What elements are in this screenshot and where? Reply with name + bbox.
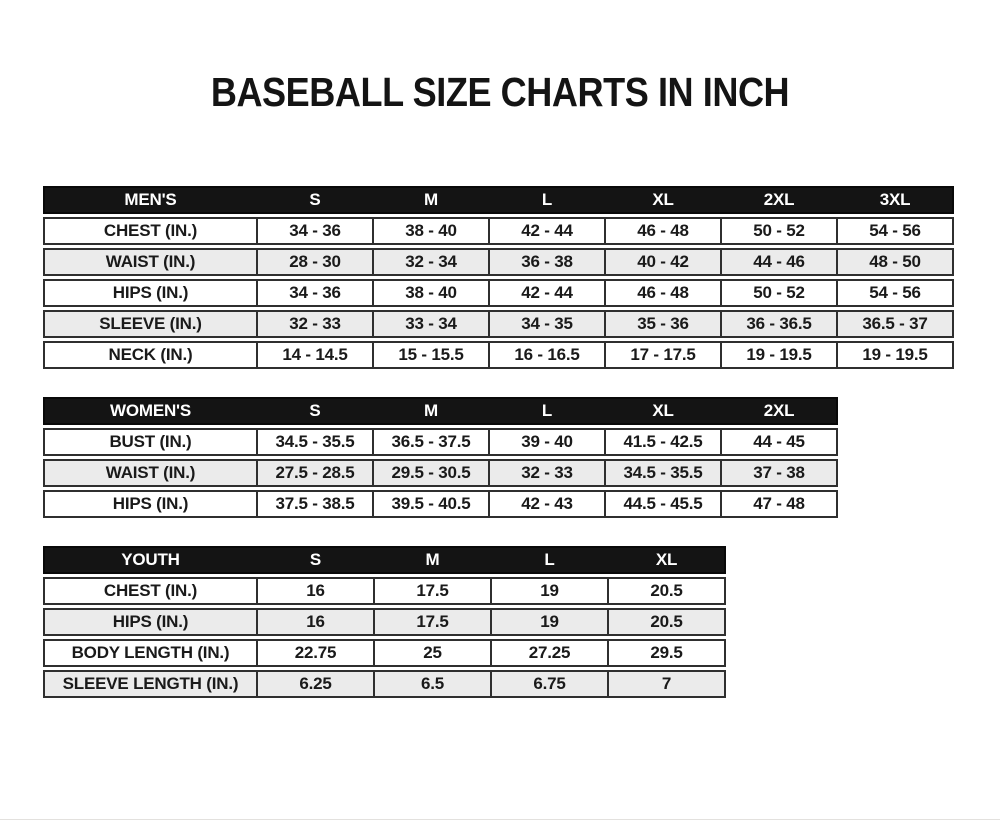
row-label: HIPS (IN.) xyxy=(112,612,189,631)
column-header: XL xyxy=(652,401,674,420)
column-header: XL xyxy=(652,190,674,209)
table-cell: 44.5 - 45.5 xyxy=(604,492,720,516)
table-cell: 46 - 48 xyxy=(604,281,720,305)
row-label: SLEEVE LENGTH (IN.) xyxy=(62,674,239,693)
table-cell: 6.25 xyxy=(256,672,373,696)
table-cell: 27.25 xyxy=(490,641,607,665)
table-row xyxy=(43,670,726,698)
table-cell: 36 - 36.5 xyxy=(720,312,836,336)
row-label: WAIST (IN.) xyxy=(105,463,196,482)
row-label: NECK (IN.) xyxy=(108,345,193,364)
table-cell: 54 - 56 xyxy=(836,219,952,243)
table-cell: 34 - 36 xyxy=(256,281,372,305)
mens-size-table xyxy=(43,186,1000,369)
column-header: 2XL xyxy=(763,190,795,209)
table-cell: 34 - 36 xyxy=(256,219,372,243)
column-header: M xyxy=(424,401,438,420)
youth-header-row xyxy=(43,546,726,574)
youth-size-table xyxy=(43,546,1000,698)
column-header: L xyxy=(541,190,553,209)
table-group-label: WOMEN'S xyxy=(109,401,192,420)
table-cell: 34.5 - 35.5 xyxy=(604,461,720,485)
table-row xyxy=(43,608,726,636)
column-header: 3XL xyxy=(879,190,911,209)
table-cell: 19 - 19.5 xyxy=(836,343,952,367)
table-cell: 34 - 35 xyxy=(488,312,604,336)
table-cell: 42 - 43 xyxy=(488,492,604,516)
table-cell: 6.75 xyxy=(490,672,607,696)
table-row xyxy=(43,639,726,667)
table-cell: 42 - 44 xyxy=(488,219,604,243)
table-cell: 38 - 40 xyxy=(372,281,488,305)
table-cell: 32 - 34 xyxy=(372,250,488,274)
table-cell: 32 - 33 xyxy=(256,312,372,336)
table-cell: 15 - 15.5 xyxy=(372,343,488,367)
table-cell: 20.5 xyxy=(607,579,724,603)
table-cell: 32 - 33 xyxy=(488,461,604,485)
column-header: S xyxy=(309,401,321,420)
table-row xyxy=(43,341,954,369)
table-cell: 50 - 52 xyxy=(720,281,836,305)
table-cell: 50 - 52 xyxy=(720,219,836,243)
table-cell: 44 - 45 xyxy=(720,430,836,454)
table-row xyxy=(43,217,954,245)
column-header: XL xyxy=(655,550,678,569)
table-row xyxy=(43,279,954,307)
table-cell: 37 - 38 xyxy=(720,461,836,485)
table-cell: 17.5 xyxy=(373,579,490,603)
table-cell: 39.5 - 40.5 xyxy=(372,492,488,516)
table-row xyxy=(43,490,838,518)
table-row xyxy=(43,459,838,487)
womens-header-row xyxy=(43,397,838,425)
table-cell: 37.5 - 38.5 xyxy=(256,492,372,516)
row-label: CHEST (IN.) xyxy=(103,221,198,240)
table-cell: 19 xyxy=(490,579,607,603)
table-group-label: YOUTH xyxy=(121,550,180,569)
table-cell: 29.5 xyxy=(607,641,724,665)
table-cell: 17 - 17.5 xyxy=(604,343,720,367)
womens-size-table xyxy=(43,397,1000,518)
row-label: SLEEVE (IN.) xyxy=(99,314,202,333)
table-cell: 16 xyxy=(256,579,373,603)
table-cell: 54 - 56 xyxy=(836,281,952,305)
bottom-edge-line xyxy=(0,819,1000,820)
table-cell: 36 - 38 xyxy=(488,250,604,274)
row-label: WAIST (IN.) xyxy=(105,252,196,271)
table-cell: 29.5 - 30.5 xyxy=(372,461,488,485)
table-cell: 22.75 xyxy=(256,641,373,665)
column-header: S xyxy=(309,190,321,209)
column-header: L xyxy=(544,550,555,569)
table-cell: 27.5 - 28.5 xyxy=(256,461,372,485)
page-title: BASEBALL SIZE CHARTS IN INCH xyxy=(210,69,790,115)
row-label: CHEST (IN.) xyxy=(103,581,198,600)
tables xyxy=(43,186,1000,698)
table-cell: 14 - 14.5 xyxy=(256,343,372,367)
table-cell: 16 xyxy=(256,610,373,634)
column-header: S xyxy=(309,550,322,569)
table-cell: 7 xyxy=(607,672,724,696)
table-group-label: MEN'S xyxy=(124,190,177,209)
table-cell: 33 - 34 xyxy=(372,312,488,336)
table-row xyxy=(43,310,954,338)
table-cell: 36.5 - 37 xyxy=(836,312,952,336)
table-cell: 6.5 xyxy=(373,672,490,696)
table-cell: 48 - 50 xyxy=(836,250,952,274)
row-label: BUST (IN.) xyxy=(109,432,192,451)
column-header: L xyxy=(541,401,553,420)
table-cell: 17.5 xyxy=(373,610,490,634)
table-cell: 36.5 - 37.5 xyxy=(372,430,488,454)
table-cell: 39 - 40 xyxy=(488,430,604,454)
table-row xyxy=(43,577,726,605)
column-header: 2XL xyxy=(763,401,795,420)
mens-header-row xyxy=(43,186,954,214)
table-row xyxy=(43,248,954,276)
table-cell: 25 xyxy=(373,641,490,665)
column-header: M xyxy=(424,190,438,209)
table-cell: 19 xyxy=(490,610,607,634)
table-row xyxy=(43,428,838,456)
row-label: HIPS (IN.) xyxy=(112,494,189,513)
table-cell: 47 - 48 xyxy=(720,492,836,516)
table-cell: 16 - 16.5 xyxy=(488,343,604,367)
table-cell: 35 - 36 xyxy=(604,312,720,336)
row-label: HIPS (IN.) xyxy=(112,283,189,302)
table-cell: 20.5 xyxy=(607,610,724,634)
table-cell: 28 - 30 xyxy=(256,250,372,274)
table-cell: 41.5 - 42.5 xyxy=(604,430,720,454)
table-cell: 19 - 19.5 xyxy=(720,343,836,367)
column-header: M xyxy=(425,550,440,569)
table-cell: 34.5 - 35.5 xyxy=(256,430,372,454)
row-label: BODY LENGTH (IN.) xyxy=(71,643,230,662)
table-cell: 46 - 48 xyxy=(604,219,720,243)
table-cell: 44 - 46 xyxy=(720,250,836,274)
table-cell: 42 - 44 xyxy=(488,281,604,305)
table-cell: 38 - 40 xyxy=(372,219,488,243)
table-cell: 40 - 42 xyxy=(604,250,720,274)
